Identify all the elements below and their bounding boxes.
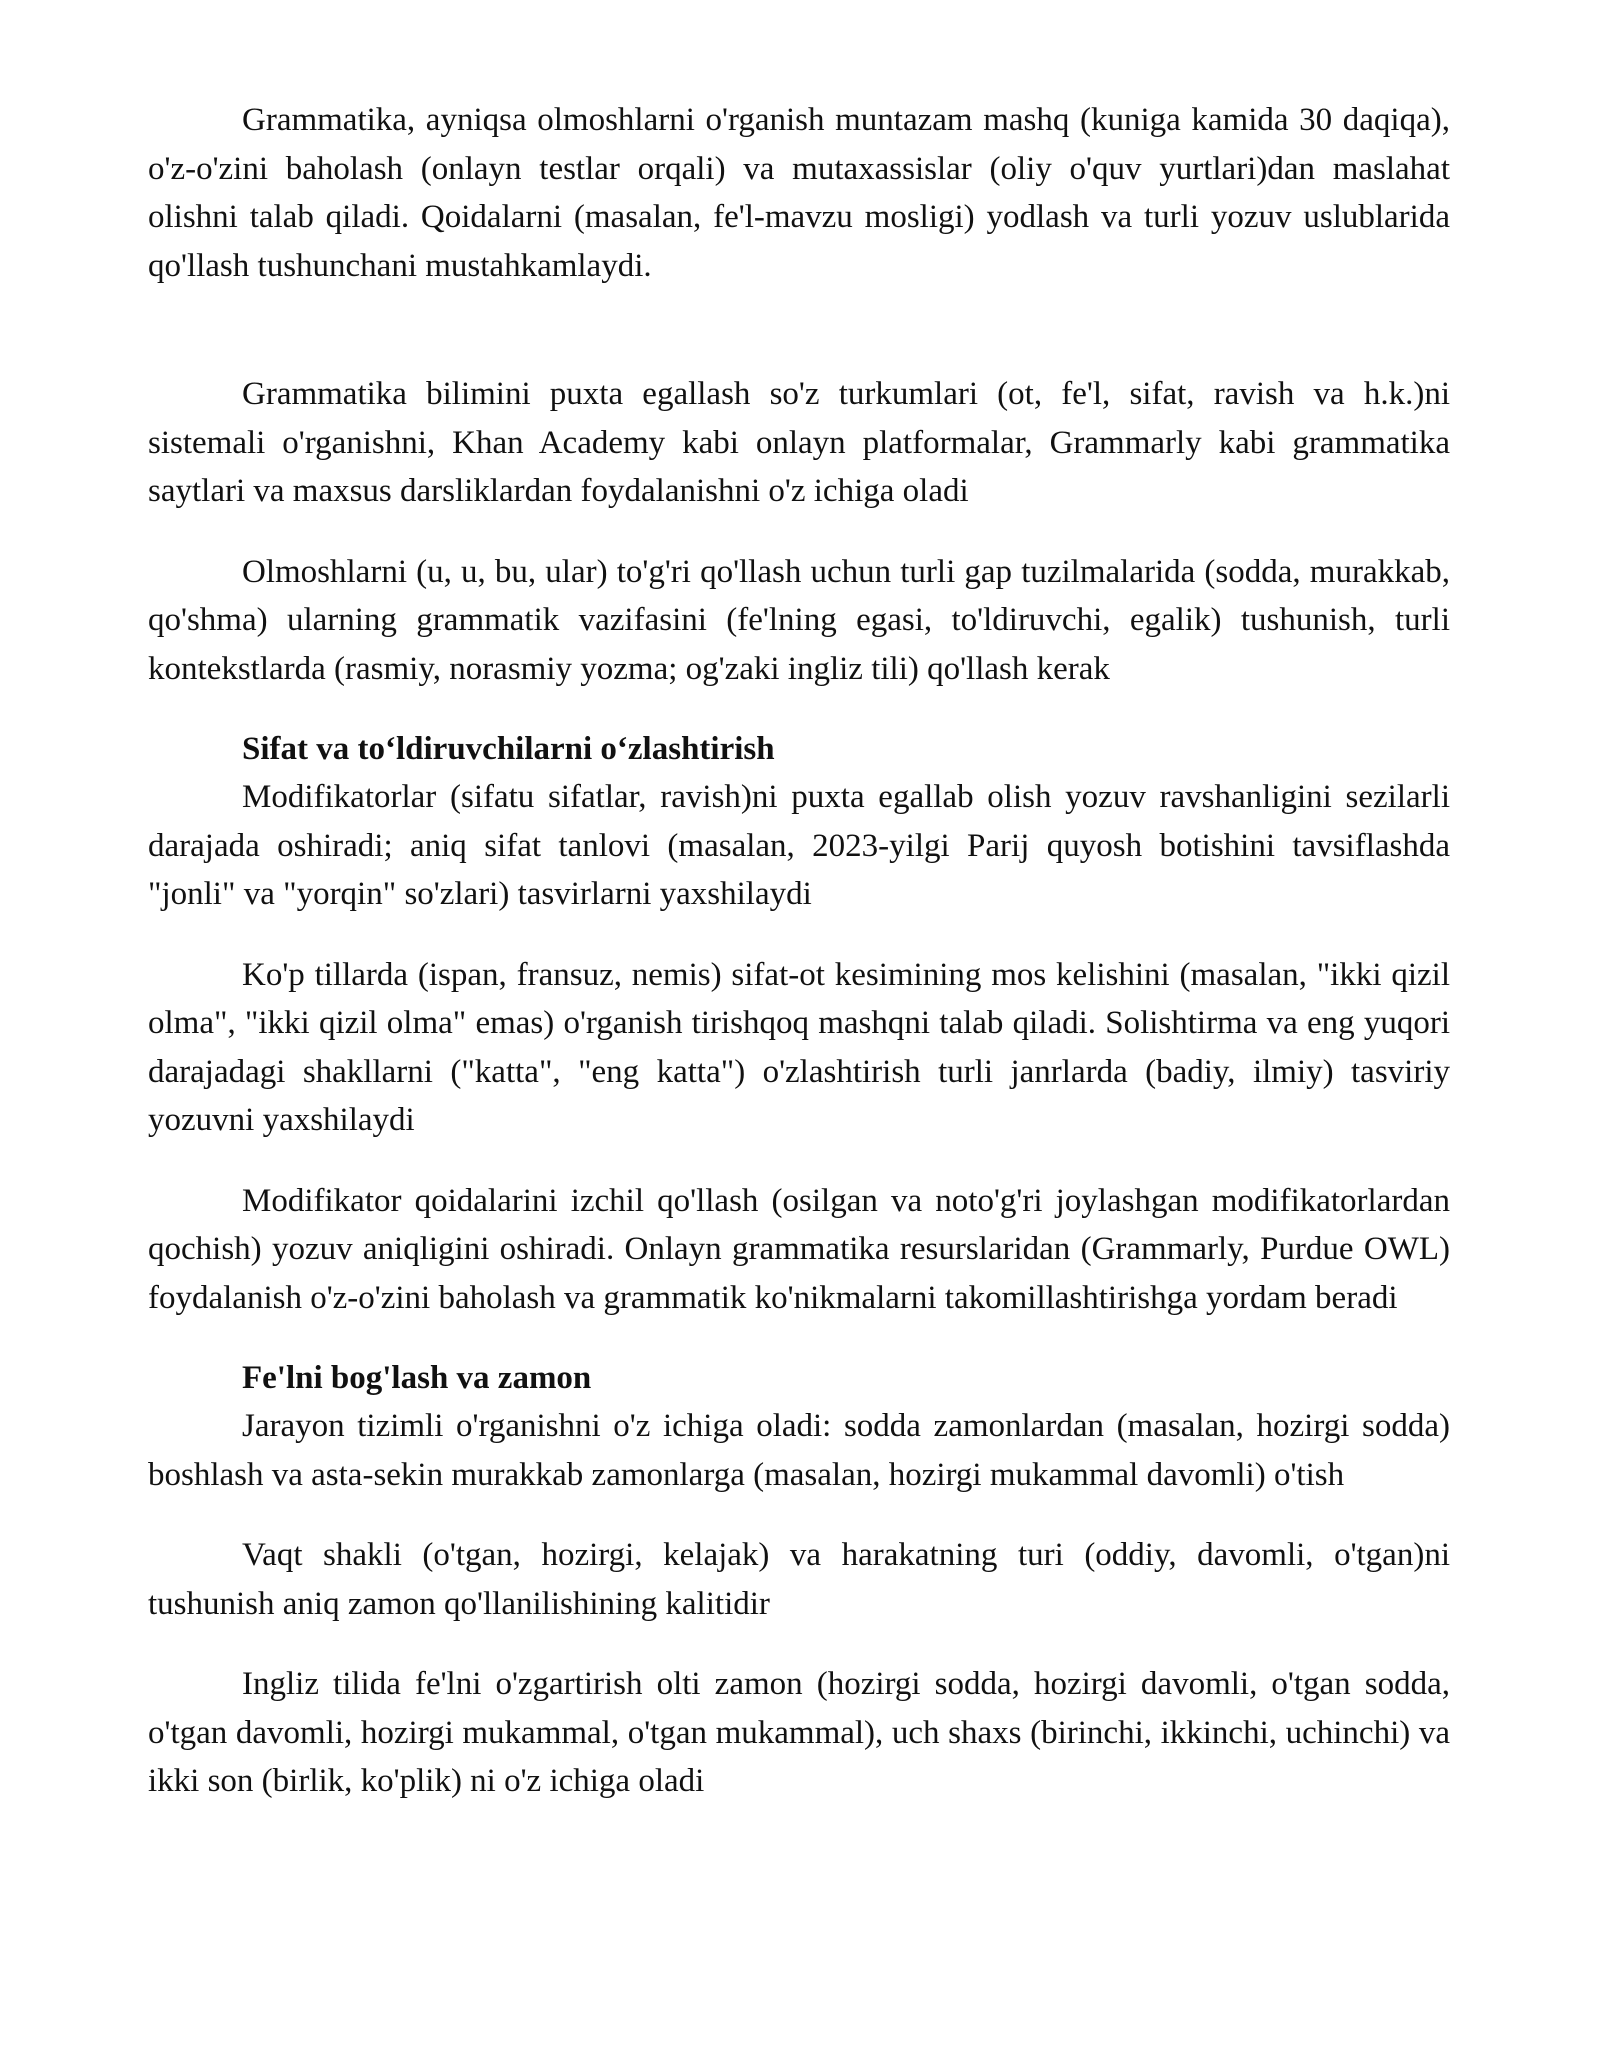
document-page [148,96,1450,1806]
paragraph-grammar-practice: Grammatika, ayniqsa olmoshlarni o'rganish muntazam mashq (kuniga kamida 30 daqiqa), o'z-o'zini baholash (onlayn testlar orqali) va mutaxassislar (oliy o'quv yurtlari)dan maslahat olishni talab qiladi. Qoidalarni (masalan, fe'l-mavzu mosligi) yodlash va turli yozuv uslublarida qo'llash tushunchani mustahkamlaydi. [148,102,1450,284]
paragraph-time-aspect: Vaqt shakli (o'tgan, hozirgi, kelajak) va harakatning turi (oddiy, davomli, o'tgan)ni tushunish aniq zamon qo'llanilishining kalitidir [148,1537,1450,1622]
paragraph-modifiers: Modifikatorlar (sifatu sifatlar, ravish)ni puxta egallab olish yozuv ravshanligini sezilarli darajada oshiradi; aniq sifat tanlovi (masalan, 2023-yilgi Parij quyosh botishini tavsiflashda "jonli" va "yorqin" so'zlari) tasvirlarni yaxshilaydi [148,779,1450,912]
paragraph-english-conjugation: Ingliz tilida fe'lni o'zgartirish olti zamon (hozirgi sodda, hozirgi davomli, o'tgan sodda, o'tgan davomli, hozirgi mukammal, o'tgan mukammal), uch shaxs (birinchi, ikkinchi, uchinchi) va ikki son (birlik, ko'plik) ni o'z ichiga oladi [148,1666,1450,1799]
heading-verb-conjugation: Fe'lni bog'lash va zamon [242,1360,592,1396]
paragraph-tense-process: Jarayon tizimli o'rganishni o'z ichiga oladi: sodda zamonlardan (masalan, hozirgi sodda) boshlash va asta-sekin murakkab zamonlarga (masalan, hozirgi mukammal davomli) o'tish [148,1408,1450,1493]
heading-modifiers: Sifat va toʻldiruvchilarni oʻzlashtirish [242,731,775,767]
paragraph-parts-of-speech: Grammatika bilimini puxta egallash so'z turkumlari (ot, fe'l, sifat, ravish va h.k.)ni sistemali o'rganishni, Khan Academy kabi onlayn platformalar, Grammarly kabi grammatika saytlari va maxsus darsliklardan foydalanishni o'z ichiga oladi [148,376,1450,509]
paragraph-pronouns: Olmoshlarni (u, u, bu, ular) to'g'ri qo'llash uchun turli gap tuzilmalarida (sodda, murakkab, qo'shma) ularning grammatik vazifasini (fe'lning egasi, to'ldiruvchi, egalik) tushunish, turli kontekstlarda (rasmiy, norasmiy yozma; og'zaki ingliz tili) qo'llash kerak [148,553,1450,687]
paragraph-adjective-agreement: Ko'p tillarda (ispan, fransuz, nemis) sifat-ot kesimining mos kelishini (masalan, "ikki qizil olma", "ikki qizil olma" emas) o'rganish tirishqoq mashqni talab qiladi. Solishtirma va eng yuqori darajadagi shakllarni ("katta", "eng katta") o'zlashtirish turli janrlarda (badiy, ilmiy) tasviriy yozuvni yaxshilaydi [148,956,1450,1138]
paragraph-modifier-rules: Modifikator qoidalarini izchil qo'llash (osilgan va noto'g'ri joylashgan modifikatorlardan qochish) yozuv aniqligini oshiradi. Onlayn grammatika resurslaridan (Grammarly, Purdue OWL) foydalanish o'z-o'zini baholash va grammatik ko'nikmalarni takomillashtirishga yordam beradi [148,1182,1450,1316]
